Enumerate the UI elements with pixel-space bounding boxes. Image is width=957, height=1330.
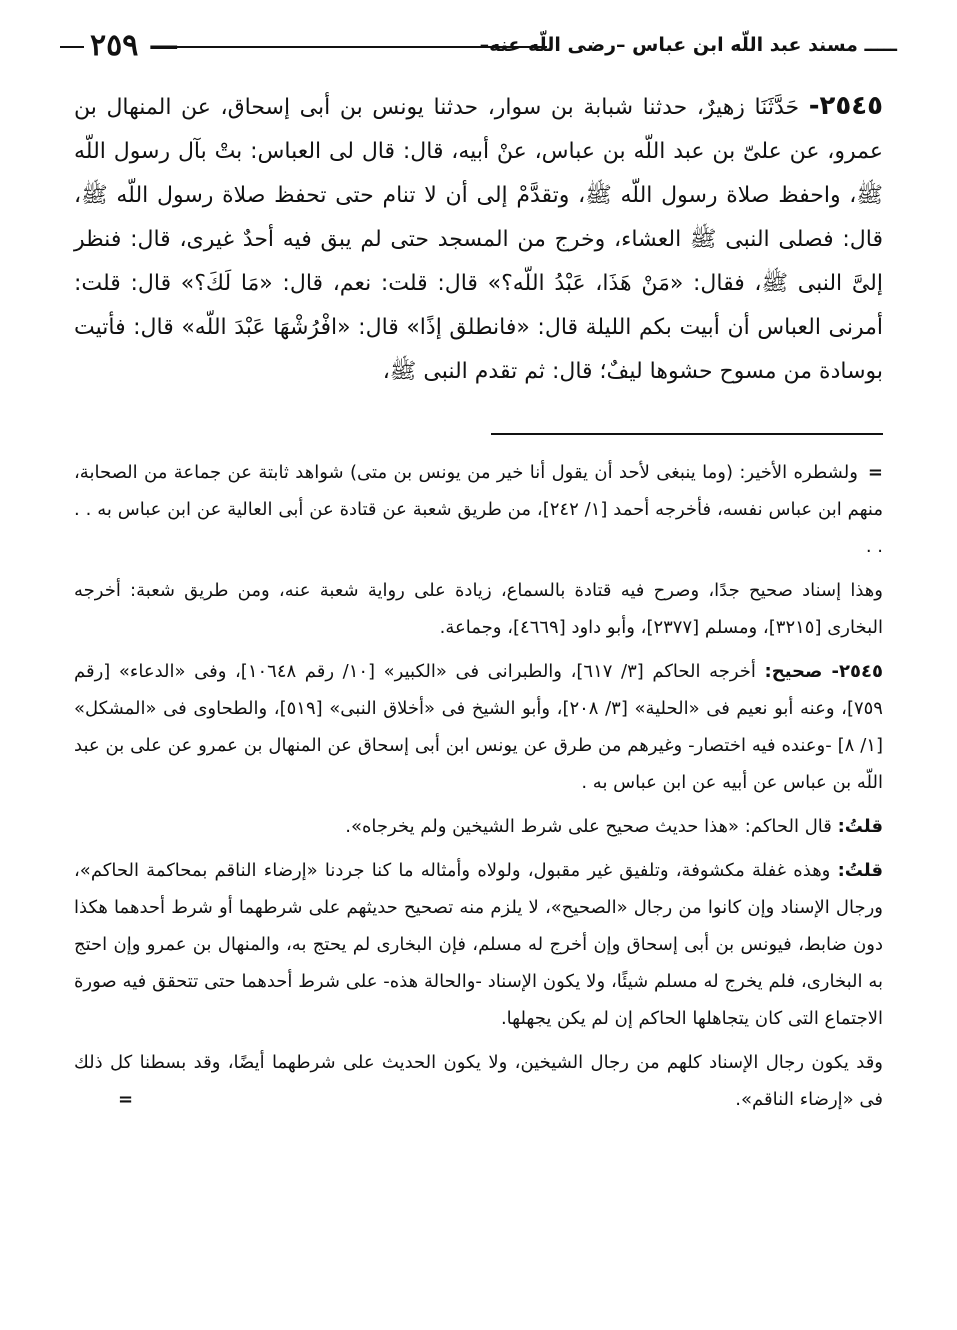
footnote-label: ٢٥٤٥- صحيح:: [764, 661, 883, 682]
page-number: — ٢٥٩: [90, 28, 179, 63]
running-title: ـــــ مسند عبد اللّه ابن عباس –رضى اللّه عنه–: [479, 34, 897, 56]
footnotes: [74, 454, 883, 1125]
footnote-label: قلتُ:: [837, 816, 883, 837]
footnote-text: من الصحابة، منهم ابن عباس نفسه، فأخرجه أحمد [١/ ٢٤٢]، من طريق شعبة عن قتادة عن أبى العالية عن ابن عباس به . . . .: [74, 462, 883, 557]
footnote-separator: [491, 433, 883, 435]
trailing-continuation-mark: =: [118, 1089, 134, 1110]
footnote-paragraph: [74, 454, 883, 565]
footnote-paragraph: [74, 572, 883, 646]
footnote-paragraph: [74, 653, 883, 801]
header-rule-left: [60, 46, 84, 48]
footnote-text: أخرجه الحاكم [٣/ ٦١٧]، والطبرانى فى «الكبير» [١٠/ رقم ١٠٦٤٨]، وفى «الدعاء» [رقم ٧٥٩]، وعنه أبو نعيم فى «الحلية» [٣/ ٢٠٨]، وأبو الشيخ فى «أخلاق النبى» [٥١٩]، والطحاوى فى «المشكل» [١/ ٨] -وعنده فيه اختصار- وغيرهم من طرق عن يونس ابن أبى إسحاق عن المنهال بن عمرو عن على بن عبد اللّه بن عباس عن أبيه عن ابن عباس به .: [74, 661, 883, 793]
footnote-paragraph: [74, 1044, 883, 1118]
footnote-paragraph: [74, 808, 883, 845]
page-header: [60, 24, 897, 70]
hadith-text: حَدَّثَنَا زهيرٌ، حدثنا شبابة بن سوار، حدثنا يونس بن أبى إسحاق، عن المنهال بن عمرو، عن علىّ بن عبد اللّه بن عباس، عنْ أبيه، قال: قال لى العباس: بتْ بآل رسول اللّه ﷺ، واحفظ صلاة رسول اللّه ﷺ، وتقدَّمْ إلى أن لا تنام حتى تحفظ صلاة رسول اللّه ﷺ، قال: فصلى النبى ﷺ العشاء، وخرج من المسجد حتى لم يبق فيه أحدٌ غيرى، قال: فنظر إلىَّ النبى ﷺ، فقال: «مَنْ هَذَا، عَبْدُ اللّه؟» قال: قلت: نعم، قال: «مَا لَكَ؟» قال: قلت: أمرنى العباس أن أبيت بكم الليلة قال: «فانطلق إذًا» قال: «افْرُشْهَا عَبْدَ اللّه» قال: فأتيت بوسادة من مسوح حشوها ليفٌ؛ قال: ثم تقدم النبى ﷺ،: [74, 95, 883, 384]
footnote-text: قال الحاكم: «هذا حديث صحيح على شرط الشيخين ولم يخرجاه».: [345, 816, 832, 837]
footnote-text: ولشطره الأخير: (وما ينبغى لأحد أن يقول أنا خير من يونس بن متى) شواهد ثابتة عن جماعة: [173, 462, 858, 483]
footnote-text: وهذه غفلة مكشوفة، وتلفيق غير مقبول، ولولاه وأمثاله ما كنا جردنا «إرضاء الناقم بمحاكمة الحاكم»، ورجال الإسناد وإن كانوا من رجال «الصحيح»، لا يلزم منه تصحيح حديثهم على شرطهما أو شرط أحدهما هكذا دون ضابط، فيونس بن أبى إسحاق وإن أخرج له مسلم، فإن البخارى لم يحتج به، والمنهال بن عمرو وإن احتج به البخارى، فلم يخرج له مسلم شيئًا، ولا يكون الإسناد -والحالة هذه- على شرط أحدهما حتى تتحقق فيه صورة الاجتماع التى كان يتجاهلها الحاكم إن لم يكن يجهلها.: [74, 860, 883, 1029]
footnote-text: وقد يكون رجال الإسناد كلهم من رجال الشيخين، ولا يكون الحديث على شرطهما أيضًا، وقد بسطنا كل ذلك فى «إرضاء الناقم».: [74, 1052, 883, 1110]
continuation-mark: =: [867, 462, 883, 483]
hadith-body: [74, 84, 883, 394]
hadith-number-dash: -: [808, 91, 820, 121]
footnote-label: قلتُ:: [837, 860, 883, 881]
header-rule: [170, 46, 547, 48]
footnote-paragraph: [74, 852, 883, 1037]
footnote-text: وهذا إسناد صحيح جدًا، وصرح فيه قتادة بالسماع، زيادة على رواية شعبة عنه، ومن طريق شعبة: أخرجه البخارى [٣٢١٥]، ومسلم [٢٣٧٧]، وأبو داود [٤٦٦٩]، وجماعة.: [74, 580, 883, 638]
hadith-number: ٢٥٤٥: [819, 91, 883, 121]
